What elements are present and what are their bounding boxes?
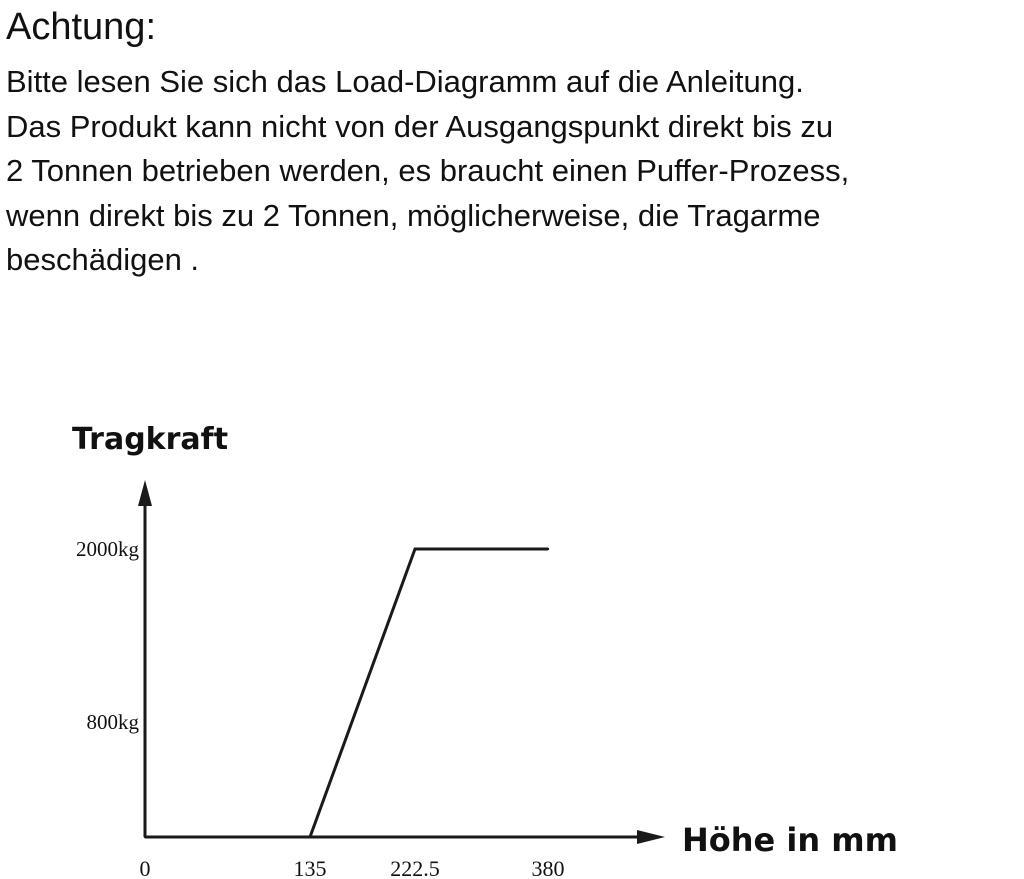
notice-heading: Achtung: bbox=[6, 6, 156, 48]
notice-text bbox=[6, 60, 1021, 283]
series-point bbox=[144, 836, 146, 838]
load-chart bbox=[0, 400, 1024, 879]
notice-line: 2 Tonnen betrieben werden, es braucht einen Puffer-Prozess, bbox=[6, 153, 850, 188]
series bbox=[144, 548, 549, 838]
x-tick-label: 380 bbox=[531, 856, 565, 879]
notice-line: wenn direkt bis zu 2 Tonnen, möglicherweise, die Tragarme bbox=[6, 197, 821, 233]
y-axis-label: Tragkraft bbox=[72, 422, 229, 457]
series-point bbox=[414, 548, 416, 550]
x-axis-label: Höhe in mm bbox=[682, 821, 898, 859]
y-tick-label: 800kg bbox=[86, 709, 139, 734]
y-tick-label: 2000kg bbox=[76, 537, 139, 561]
notice-line: Bitte lesen Sie sich das Load-Diagramm auf die Anleitung. bbox=[6, 64, 804, 99]
series-point bbox=[547, 548, 549, 550]
series-line bbox=[145, 549, 548, 837]
x-tick-label: 0 bbox=[139, 856, 151, 879]
notice-line: beschädigen . bbox=[6, 242, 200, 277]
axes bbox=[138, 480, 665, 844]
series-point bbox=[309, 836, 311, 838]
notice-line: Das Produkt kann nicht von der Ausgangspunkt direkt bis zu bbox=[6, 108, 834, 144]
y-axis-arrow bbox=[138, 480, 152, 506]
x-tick-label: 222.5 bbox=[390, 856, 440, 879]
x-axis-arrow bbox=[637, 830, 665, 844]
labels bbox=[72, 422, 898, 879]
x-tick-label: 135 bbox=[293, 856, 327, 879]
